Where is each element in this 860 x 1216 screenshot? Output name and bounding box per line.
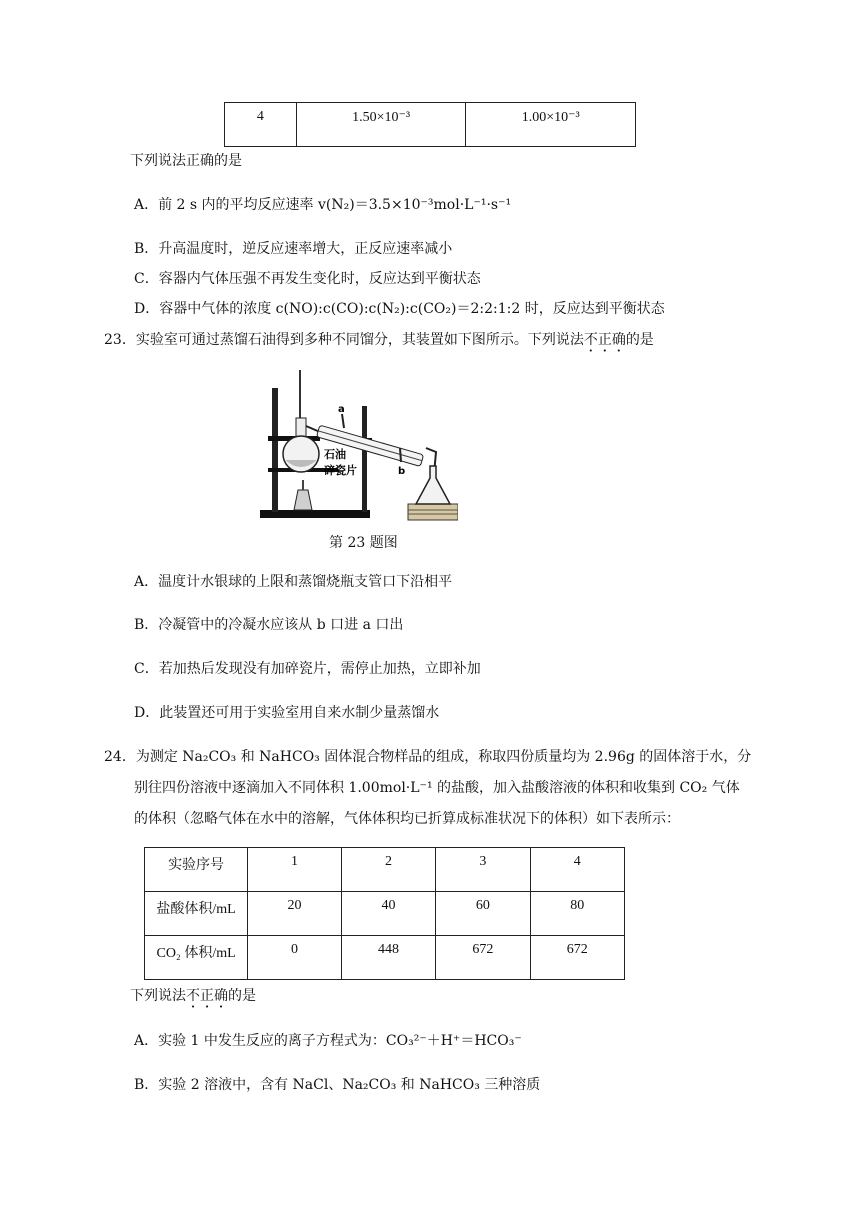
table-cell: 40 [341, 892, 435, 936]
label-oil: 石油 [324, 448, 346, 461]
table-cell: 448 [341, 936, 435, 980]
emphasis-char: 不 [583, 332, 598, 348]
q24-stem-line3: 的体积（忽略气体在水中的溶解，气体体积均已折算成标准状况下的体积）如下表所示： [134, 811, 680, 827]
q22-option-b: B．升高温度时，逆反应速率增大，正反应速率减小 [134, 241, 453, 257]
label-b: b [398, 466, 406, 477]
table-cell: CO₂ 体积/mL [145, 936, 248, 980]
q23-stem-end: 的是 [625, 332, 654, 348]
table-cell: 1 [248, 848, 342, 892]
q24-prompt-end: 的是 [228, 988, 256, 1004]
q24-option-b: B．实验 2 溶液中，含有 NaCl、Na₂CO₃ 和 NaHCO₃ 三种溶质 [134, 1077, 541, 1093]
distillation-apparatus-figure [258, 366, 458, 522]
emphasis-char: 确 [214, 988, 228, 1004]
table-row [225, 103, 636, 147]
table-row [145, 936, 625, 980]
table-cell: 672 [530, 936, 624, 980]
experiment-table [144, 847, 625, 980]
q23-stem [104, 329, 654, 349]
q24-option-a: A．实验 1 中发生反应的离子方程式为：CO₃²⁻＋H⁺＝HCO₃⁻ [134, 1033, 522, 1049]
q22-option-d: D．容器中气体的浓度 c(NO):c(CO):c(N₂):c(CO₂)＝2:2:1:2 时，反应达到平衡状态 [134, 301, 665, 317]
q24-prompt-text: 下列说法 [130, 988, 186, 1004]
rate-table-fragment [224, 102, 636, 147]
emphasis-char: 正 [200, 988, 214, 1004]
table-cell: 672 [436, 936, 530, 980]
table-cell: 1.50×10⁻³ [296, 103, 466, 147]
q24-prompt [130, 985, 256, 1005]
emphasis-char: 确 [611, 332, 626, 348]
emphasis-char: 正 [597, 332, 612, 348]
emphasis-char: 不 [186, 988, 200, 1004]
q23-option-c: C．若加热后发现没有加碎瓷片，需停止加热，立即补加 [134, 661, 481, 677]
q22-option-a: A．前 2 s 内的平均反应速率 v(N₂)＝3.5×10⁻³mol·L⁻¹·s⁻¹ [134, 197, 512, 213]
q22-option-c: C．容器内气体压强不再发生变化时，反应达到平衡状态 [134, 271, 481, 287]
q23-option-d: D．此装置还可用于实验室用自来水制少量蒸馏水 [134, 705, 440, 721]
table-cell: 60 [436, 892, 530, 936]
table-cell: 2 [341, 848, 435, 892]
label-chips: 碎瓷片 [324, 464, 357, 477]
table-cell: 80 [530, 892, 624, 936]
q24-stem-line1: 24．为测定 Na₂CO₃ 和 NaHCO₃ 固体混合物样品的组成，称取四份质量均为 2.96g 的固体溶于水，分 [104, 749, 752, 765]
label-a: a [338, 404, 345, 415]
q22-prompt: 下列说法正确的是 [130, 153, 242, 169]
table-row [145, 892, 625, 936]
table-cell: 1.00×10⁻³ [466, 103, 636, 147]
q24-stem-line2: 别往四份溶液中逐滴加入不同体积 1.00mol·L⁻¹ 的盐酸，加入盐酸溶液的体积和收集到 CO₂ 气体 [134, 780, 740, 796]
table-cell: 3 [436, 848, 530, 892]
table-cell: 0 [248, 936, 342, 980]
q23-option-a: A．温度计水银球的上限和蒸馏烧瓶支管口下沿相平 [134, 574, 453, 590]
figure-caption: 第 23 题图 [329, 535, 398, 551]
q23-stem-text: 23．实验室可通过蒸馏石油得到多种不同馏分，其装置如下图所示。下列说法 [104, 332, 584, 348]
table-cell: 20 [248, 892, 342, 936]
table-row [145, 848, 625, 892]
table-cell: 4 [225, 103, 297, 147]
table-cell: 盐酸体积/mL [145, 892, 248, 936]
table-cell: 4 [530, 848, 624, 892]
table-cell: 实验序号 [145, 848, 248, 892]
q23-option-b: B．冷凝管中的冷凝水应该从 b 口进 a 口出 [134, 617, 404, 633]
